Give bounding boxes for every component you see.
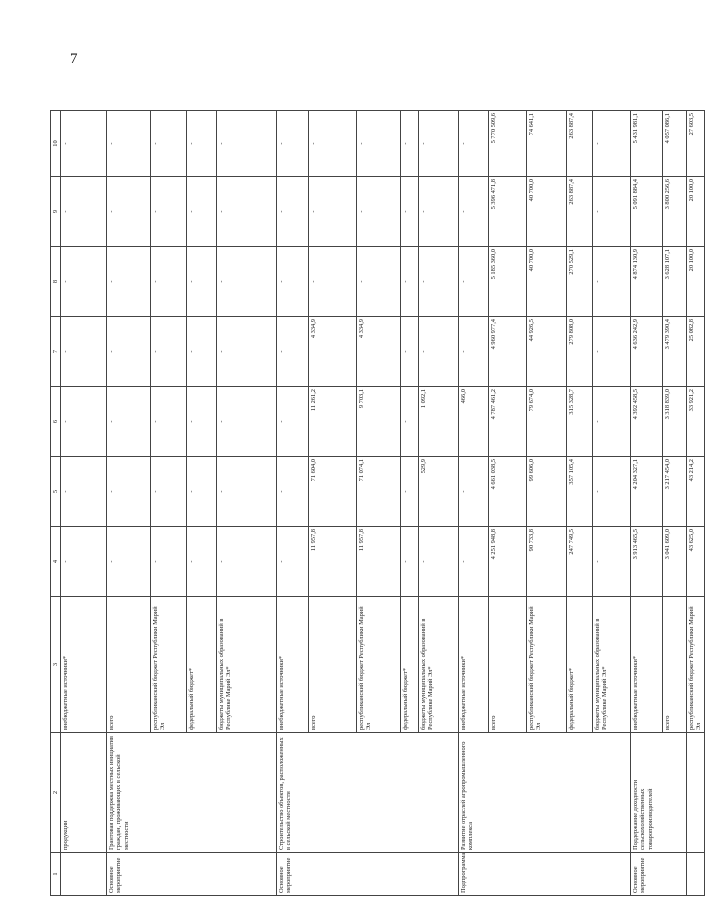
value-cell: 5 185 360,0 — [489, 247, 527, 317]
label-cell — [61, 853, 107, 896]
header-cell-6: 6 — [51, 387, 61, 457]
value-cell: - — [217, 457, 277, 527]
value-cell: 33 921,2 — [687, 387, 705, 457]
table-row — [631, 111, 663, 896]
value-cell: - — [277, 457, 309, 527]
value-cell: - — [401, 527, 419, 597]
label-cell: внебюджетные источники* — [61, 597, 107, 733]
value-cell: - — [309, 177, 357, 247]
value-cell: - — [217, 317, 277, 387]
value-cell: - — [593, 177, 631, 247]
value-cell: - — [419, 177, 459, 247]
value-cell: 263 887,4 — [567, 177, 593, 247]
value-cell: - — [107, 387, 151, 457]
value-cell: 43 625,0 — [687, 527, 705, 597]
header-cell-2: 2 — [51, 733, 61, 853]
value-cell: 4 057 086,1 — [663, 111, 687, 177]
header-cell-3: 3 — [51, 597, 61, 733]
value-cell: - — [593, 387, 631, 457]
value-cell: - — [61, 387, 107, 457]
value-cell: - — [61, 177, 107, 247]
value-cell: - — [459, 247, 489, 317]
value-cell: 40 700,0 — [527, 177, 567, 247]
budget-table — [50, 110, 705, 896]
value-cell: 4 787 461,2 — [489, 387, 527, 457]
value-cell: - — [107, 177, 151, 247]
value-cell: 247 749,5 — [567, 527, 593, 597]
value-cell: 90 733,8 — [527, 527, 567, 597]
value-cell: - — [277, 111, 309, 177]
value-cell: 3 628 107,1 — [663, 247, 687, 317]
value-cell: 20 100,0 — [687, 247, 705, 317]
value-cell: - — [459, 177, 489, 247]
value-cell: - — [107, 457, 151, 527]
value-cell: - — [151, 387, 187, 457]
value-cell: - — [61, 457, 107, 527]
value-cell: 5 431 981,1 — [631, 111, 663, 177]
value-cell: - — [187, 177, 217, 247]
value-cell: 4 661 038,5 — [489, 457, 527, 527]
value-cell: 3 318 839,0 — [663, 387, 687, 457]
value-cell: - — [187, 317, 217, 387]
value-cell: - — [419, 527, 459, 597]
value-cell: - — [61, 111, 107, 177]
value-cell: - — [401, 247, 419, 317]
value-cell: 3 217 454,0 — [663, 457, 687, 527]
label-cell: республиканский бюджет Республики Марий Эл — [687, 597, 705, 733]
value-cell: - — [593, 317, 631, 387]
header-cell-8: 8 — [51, 247, 61, 317]
header-cell-1: 1 — [51, 853, 61, 896]
value-cell: - — [401, 387, 419, 457]
value-cell: - — [459, 317, 489, 387]
value-cell: 4 874 130,9 — [631, 247, 663, 317]
value-cell: - — [459, 111, 489, 177]
label-cell — [687, 853, 705, 896]
value-cell: - — [217, 387, 277, 457]
label-cell: всего — [489, 597, 527, 733]
value-cell: 3 479 390,4 — [663, 317, 687, 387]
value-cell: - — [593, 111, 631, 177]
header-cell-5: 5 — [51, 457, 61, 527]
value-cell: 263 887,4 — [567, 111, 593, 177]
value-cell: 4 204 327,1 — [631, 457, 663, 527]
value-cell: 4 636 242,9 — [631, 317, 663, 387]
value-cell: - — [217, 177, 277, 247]
value-cell: - — [401, 111, 419, 177]
table-row — [61, 111, 107, 896]
value-cell: 357 105,4 — [567, 457, 593, 527]
value-cell: 5 091 884,4 — [631, 177, 663, 247]
value-cell: - — [277, 247, 309, 317]
value-cell: - — [459, 527, 489, 597]
value-cell: - — [61, 527, 107, 597]
value-cell: 25 082,8 — [687, 317, 705, 387]
value-cell: - — [401, 457, 419, 527]
value-cell: - — [187, 457, 217, 527]
value-cell: 4 960 977,4 — [489, 317, 527, 387]
value-cell: 11 957,8 — [309, 527, 357, 597]
budget-table-rotated — [50, 110, 703, 896]
value-cell: - — [151, 457, 187, 527]
value-cell: - — [107, 317, 151, 387]
label-cell — [687, 733, 705, 853]
value-cell: - — [277, 387, 309, 457]
label-cell: внебюджетные источники* — [277, 597, 309, 733]
value-cell: - — [277, 177, 309, 247]
label-cell: внебюджетные источники* — [631, 597, 663, 733]
value-cell: - — [309, 111, 357, 177]
value-cell: - — [593, 457, 631, 527]
value-cell: - — [187, 247, 217, 317]
value-cell: 1 092,1 — [419, 387, 459, 457]
value-cell: - — [217, 247, 277, 317]
value-cell: - — [309, 247, 357, 317]
value-cell: 4 251 948,8 — [489, 527, 527, 597]
value-cell: - — [401, 177, 419, 247]
header-cell-4: 4 — [51, 527, 61, 597]
value-cell: - — [419, 247, 459, 317]
value-cell: - — [357, 177, 401, 247]
label-cell: Грантовая поддержка местных инициатив граждан, проживающих в сельской местности — [107, 733, 277, 853]
value-cell: 3 041 609,0 — [663, 527, 687, 597]
label-cell: всего — [663, 597, 687, 733]
header-cell-7: 7 — [51, 317, 61, 387]
label-cell: Строительство объектов, расположенных в сельской местности — [277, 733, 459, 853]
value-cell: 43 214,2 — [687, 457, 705, 527]
value-cell: 315 328,7 — [567, 387, 593, 457]
label-cell: всего — [309, 597, 357, 733]
label-cell: республиканский бюджет Республики Марий Эл — [527, 597, 567, 733]
value-cell: 99 606,0 — [527, 457, 567, 527]
value-cell: 9 703,1 — [357, 387, 401, 457]
value-cell: - — [107, 527, 151, 597]
label-cell: республиканский бюджет Республики Марий Эл — [151, 597, 187, 733]
value-cell: - — [419, 317, 459, 387]
table-row — [687, 111, 705, 896]
value-cell: - — [151, 177, 187, 247]
value-cell: 11 261,2 — [309, 387, 357, 457]
page-number: 7 — [70, 51, 78, 67]
label-cell: Подпрограмма — [459, 853, 631, 896]
value-cell: - — [217, 111, 277, 177]
header-row — [51, 111, 61, 896]
value-cell: - — [107, 111, 151, 177]
value-cell: 71 074,1 — [357, 457, 401, 527]
value-cell: - — [459, 457, 489, 527]
value-cell: - — [357, 247, 401, 317]
value-cell: - — [151, 527, 187, 597]
label-cell: Основное мероприятие — [277, 853, 459, 896]
value-cell: 3 913 465,5 — [631, 527, 663, 597]
label-cell: Основное мероприятие — [631, 853, 687, 896]
value-cell: 4 334,9 — [357, 317, 401, 387]
label-cell: бюджеты муниципальных образований в Республике Марий Эл* — [419, 597, 459, 733]
value-cell: 279 808,0 — [567, 317, 593, 387]
label-cell: всего — [107, 597, 151, 733]
value-cell: 270 529,1 — [567, 247, 593, 317]
value-cell: 20 100,0 — [687, 177, 705, 247]
value-cell: - — [187, 387, 217, 457]
value-cell: - — [593, 247, 631, 317]
label-cell: внебюджетные источники* — [459, 597, 489, 733]
label-cell: бюджеты муниципальных образований в Республике Марий Эл* — [217, 597, 277, 733]
value-cell: - — [357, 111, 401, 177]
label-cell: федеральный бюджет* — [187, 597, 217, 733]
value-cell: - — [107, 247, 151, 317]
value-cell: - — [277, 317, 309, 387]
label-cell: бюджеты муниципальных образований в Республике Марий Эл* — [593, 597, 631, 733]
value-cell: 466,0 — [459, 387, 489, 457]
label-cell: Основное мероприятие — [107, 853, 277, 896]
header-cell-9: 9 — [51, 177, 61, 247]
value-cell: - — [151, 247, 187, 317]
value-cell: - — [187, 527, 217, 597]
header-cell-10: 10 — [51, 111, 61, 177]
value-cell: - — [593, 527, 631, 597]
value-cell: - — [217, 527, 277, 597]
value-cell: - — [401, 317, 419, 387]
value-cell: 5 396 471,8 — [489, 177, 527, 247]
label-cell: федеральный бюджет* — [567, 597, 593, 733]
value-cell: - — [61, 247, 107, 317]
value-cell: 529,9 — [419, 457, 459, 527]
label-cell: республиканский бюджет Республики Марий Эл — [357, 597, 401, 733]
value-cell: 4 334,9 — [309, 317, 357, 387]
value-cell: - — [61, 317, 107, 387]
value-cell: - — [277, 527, 309, 597]
value-cell: 4 392 458,5 — [631, 387, 663, 457]
label-cell: федеральный бюджет* — [401, 597, 419, 733]
label-cell: Поддержание доходности сельскохозяйственных товаропроизводителей — [631, 733, 687, 853]
label-cell: Развитие отраслей агропромышленного комплекса — [459, 733, 631, 853]
value-cell: 40 700,0 — [527, 247, 567, 317]
value-cell: 3 800 256,6 — [663, 177, 687, 247]
value-cell: 44 926,5 — [527, 317, 567, 387]
value-cell: 74 641,1 — [527, 111, 567, 177]
value-cell: 71 604,0 — [309, 457, 357, 527]
table-body — [61, 111, 705, 896]
table-row — [107, 111, 151, 896]
value-cell: - — [187, 111, 217, 177]
value-cell: 27 603,5 — [687, 111, 705, 177]
value-cell: 5 770 509,6 — [489, 111, 527, 177]
table-row — [277, 111, 309, 896]
value-cell: 79 674,0 — [527, 387, 567, 457]
label-cell: продукции — [61, 733, 107, 853]
value-cell: - — [151, 111, 187, 177]
value-cell: 11 957,8 — [357, 527, 401, 597]
value-cell: - — [151, 317, 187, 387]
table-row — [459, 111, 489, 896]
value-cell: - — [419, 111, 459, 177]
